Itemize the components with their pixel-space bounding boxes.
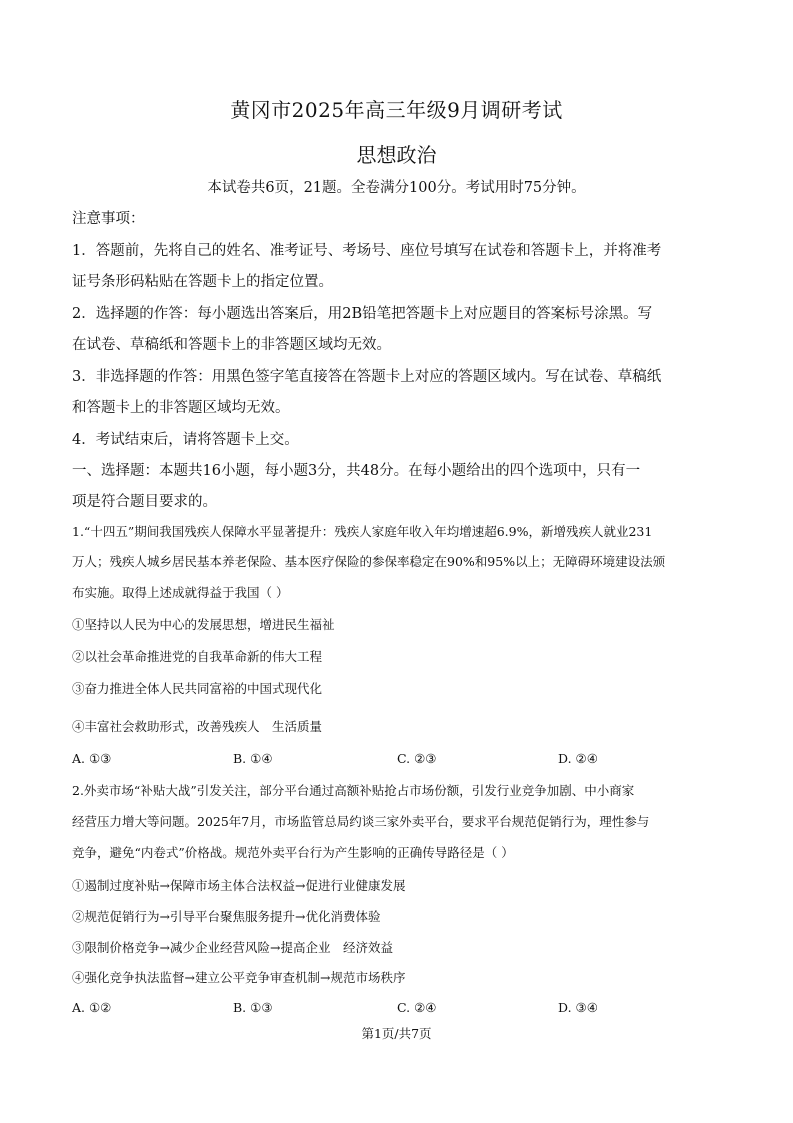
q1-statement-2: ②以社会革命推进党的自我革命新的伟大工程 (72, 649, 323, 664)
q2-option-b: B. ①③ (233, 1000, 273, 1015)
q2-statement-2: ②规范促销行为→引导平台聚焦服务提升→优化消费体验 (72, 909, 381, 924)
notice-item-4: 4．考试结束后，请将答题卡上交。 (72, 432, 299, 448)
notice-item-3-line-2: 和答题卡上的非答题区域均无效。 (72, 400, 290, 416)
q2-option-a: A. ①② (72, 1000, 112, 1015)
exam-title: 黄冈市2025年高三年级9月调研考试 (230, 98, 563, 122)
q2-stem-line-2: 经营压力增大等问题。2025年7月，市场监管总局约谈三家外卖平台，要求平台规范促销行为，理性参与 (72, 814, 650, 829)
q1-options (72, 751, 724, 771)
q2-option-d: D. ③④ (558, 1000, 598, 1015)
notice-item-1-line-1: 1．答题前，先将自己的姓名、准考证号、考场号、座位号填写在试卷和答题卡上，并将准考 (72, 243, 662, 259)
q2-stem-line-1: 2.外卖市场“补贴大战”引发关注，部分平台通过高额补贴抢占市场份额，引发行业竞争加剧、中小商家 (72, 783, 635, 798)
q1-option-c: C. ②③ (397, 751, 437, 766)
notice-item-2-line-2: 在试卷、草稿纸和答题卡上的非答题区域均无效。 (72, 337, 391, 353)
q2-option-c: C. ②④ (397, 1000, 437, 1015)
notice-item-1-line-2: 证号条形码粘贴在答题卡上的指定位置。 (72, 274, 333, 290)
page-number: 第1页/共7页 (361, 1026, 432, 1041)
q1-option-b: B. ①④ (233, 751, 273, 766)
q1-statement-3: ③奋力推进全体人民共同富裕的中国式现代化 (72, 681, 323, 696)
notice-heading: 注意事项： (72, 211, 145, 227)
section-heading-line-2: 项是符合题目要求的。 (72, 494, 217, 510)
q1-stem-line-2: 万人；残疾人城乡居民基本养老保险、基本医疗保险的参保率稳定在90%和95%以上；无障碍环境建设法颁 (72, 554, 666, 569)
q2-stem-line-3: 竞争，避免“内卷式”价格战。规范外卖平台行为产生影响的正确传导路径是（ ） (72, 845, 514, 860)
exam-info: 本试卷共6页，21题。全卷满分100分。考试用时75分钟。 (207, 180, 586, 196)
notice-item-3-line-1: 3．非选择题的作答：用黑色签字笔直接答在答题卡上对应的答题区域内。写在试卷、草稿纸 (72, 369, 662, 385)
q1-statement-4: ④丰富社会救助形式，改善残疾人 生活质量 (72, 719, 323, 734)
q1-stem-line-1: 1.“十四五”期间我国残疾人保障水平显著提升：残疾人家庭年收入年均增速超6.9%，新增残疾人就业231 (72, 524, 653, 539)
notice-item-2-line-1: 2．选择题的作答：每小题选出答案后，用2B铅笔把答题卡上对应题目的答案标号涂黑。写 (72, 306, 653, 322)
q2-statement-1: ①遏制过度补贴→保障市场主体合法权益→促进行业健康发展 (72, 878, 406, 893)
subject-title: 思想政治 (356, 143, 437, 167)
q1-option-d: D. ②④ (558, 751, 598, 766)
q1-stem-line-3: 布实施。取得上述成就得益于我国（ ） (72, 585, 289, 600)
q2-statement-3: ③限制价格竞争→减少企业经营风险→提高企业 经济效益 (72, 940, 393, 955)
q2-options (72, 1000, 724, 1020)
q1-option-a: A. ①③ (72, 751, 112, 766)
q1-statement-1: ①坚持以人民为中心的发展思想，增进民生福祉 (72, 617, 335, 632)
section-heading-line-1: 一、选择题：本题共16小题，每小题3分，共48分。在每小题给出的四个选项中，只有一 (72, 463, 641, 479)
q2-statement-4: ④强化竞争执法监督→建立公平竞争审查机制→规范市场秩序 (72, 970, 406, 985)
